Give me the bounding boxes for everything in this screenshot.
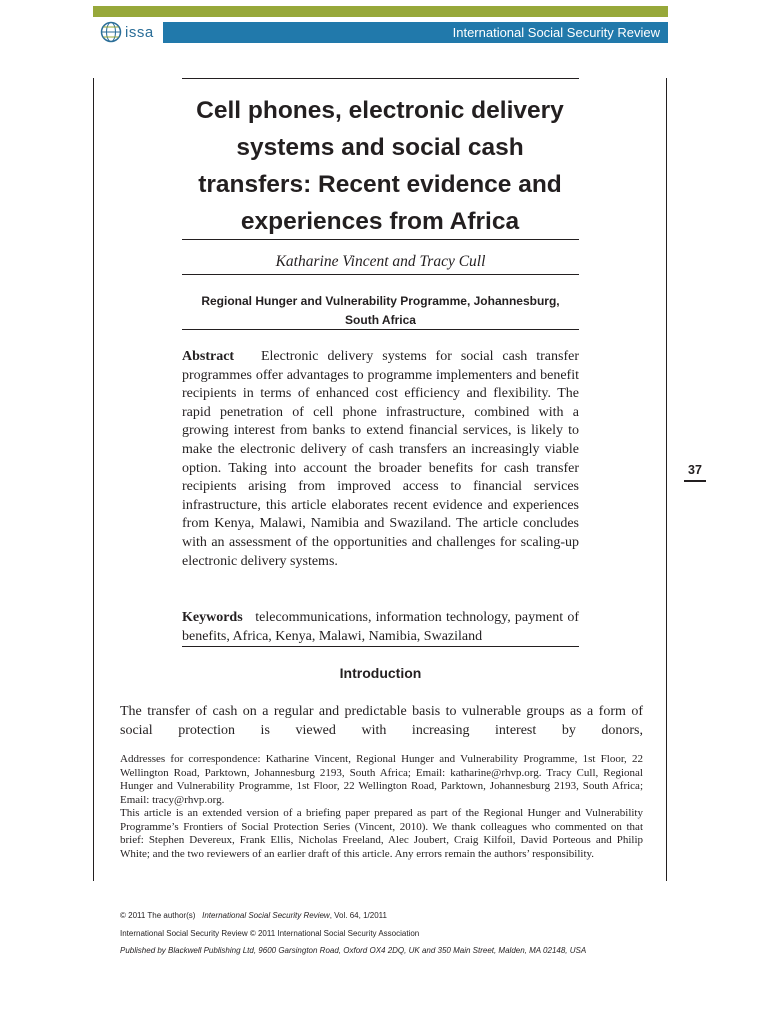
globe-icon bbox=[100, 21, 122, 43]
authors-rule bbox=[182, 274, 579, 275]
affiliation-line-2: South Africa bbox=[345, 313, 416, 327]
right-margin-rule bbox=[666, 78, 667, 881]
title-top-rule bbox=[182, 78, 579, 79]
article-title: Cell phones, electronic delivery systems and social cash transfers: Recent evidence and experiences from Africa bbox=[196, 97, 564, 235]
introduction-heading: Introduction bbox=[339, 665, 422, 681]
title-bottom-rule bbox=[182, 239, 579, 240]
footnote-addresses: Addresses for correspondence: Katharine Vincent, Regional Hunger and Vulnerability Programme, 1st Floor, 22 Wellington Road, Parktown, Johannesburg 2193, South Africa; Email: katharine@rhvp.org. Tracy Cull, Regional Hunger and Vulnerability Programme, 1st Floor, 22 Wellington Road, Parktown, Johannesburg 2193, South Africa; Email: tracy@rhvp.org. bbox=[120, 753, 643, 806]
page-number-rule bbox=[684, 480, 706, 482]
journal-banner bbox=[163, 22, 668, 43]
correspondence-footnote bbox=[120, 753, 643, 861]
abstract-label: Abstract bbox=[182, 349, 235, 364]
abstract bbox=[182, 348, 579, 571]
header-accent-bar bbox=[93, 6, 668, 17]
footnote-acknowledgement: This article is an extended version of a briefing paper prepared as part of the Regional Hunger and Vulnerability Programme’s Frontiers of Social Protection Series (Vincent, 2010). We thank colleagues who commented on that brief: Stephen Devereux, Frank Ellis, Nicholas Freeland, Alec Joubert, Craig Kilfoil, David Porteous and Philip White; and the two reviewers of an earlier draft of this article. Any errors remain the authors’ responsibility. bbox=[120, 807, 643, 860]
affiliation-rule bbox=[182, 329, 579, 330]
keywords-text: telecommunications, information technology, payment of benefits, Africa, Kenya, Malawi, Namibia, Swaziland bbox=[182, 610, 579, 644]
left-margin-rule bbox=[93, 78, 94, 881]
abstract-text: Electronic delivery systems for social cash transfer programmes offer advantages to programme implementers and benefit recipients in terms of enhanced cost efficiency and flexibility. The rapid penetration of cell phone infrastructure, combined with a growing interest from banks to extend financial services, is likely to make the electronic delivery of cash transfers an increasingly viable option. Taking into account the broader benefits for cash transfer recipients arising from improved access to financial services infrastructure, this article elaborates recent evidence and experiences from Kenya, Malawi, Namibia and Swaziland. The article concludes with an assessment of the opportunities and challenges for scaling-up electronic delivery systems. bbox=[182, 349, 580, 569]
copyright-line-1 bbox=[120, 911, 680, 920]
copyright-journal: International Social Security Review bbox=[202, 911, 330, 920]
publisher-line: Published by Blackwell Publishing Ltd, 9600 Garsington Road, Oxford OX4 2DQ, UK and 350 Main Street, Malden, MA 02148, USA bbox=[120, 946, 587, 955]
keywords-label: Keywords bbox=[182, 610, 243, 625]
keywords-rule bbox=[182, 646, 579, 647]
copyright-prefix: © 2011 The author(s) bbox=[120, 911, 196, 920]
article-authors: Katharine Vincent and Tracy Cull bbox=[275, 253, 486, 270]
introduction-text: The transfer of cash on a regular and predictable basis to vulnerable groups as a form of social protection is viewed with increasing interest by donors, bbox=[120, 704, 643, 738]
issa-logo bbox=[100, 21, 154, 43]
copyright-line-2: International Social Security Review © 2011 International Social Security Association bbox=[120, 929, 420, 938]
journal-name: International Social Security Review bbox=[452, 25, 660, 40]
page-number: 37 bbox=[688, 463, 702, 477]
logo-text: issa bbox=[125, 23, 154, 41]
affiliation bbox=[182, 292, 579, 330]
copyright-volume: , Vol. 64, 1/2011 bbox=[329, 911, 387, 920]
keywords bbox=[182, 609, 579, 646]
affiliation-line-1: Regional Hunger and Vulnerability Programme, Johannesburg, bbox=[201, 294, 560, 308]
